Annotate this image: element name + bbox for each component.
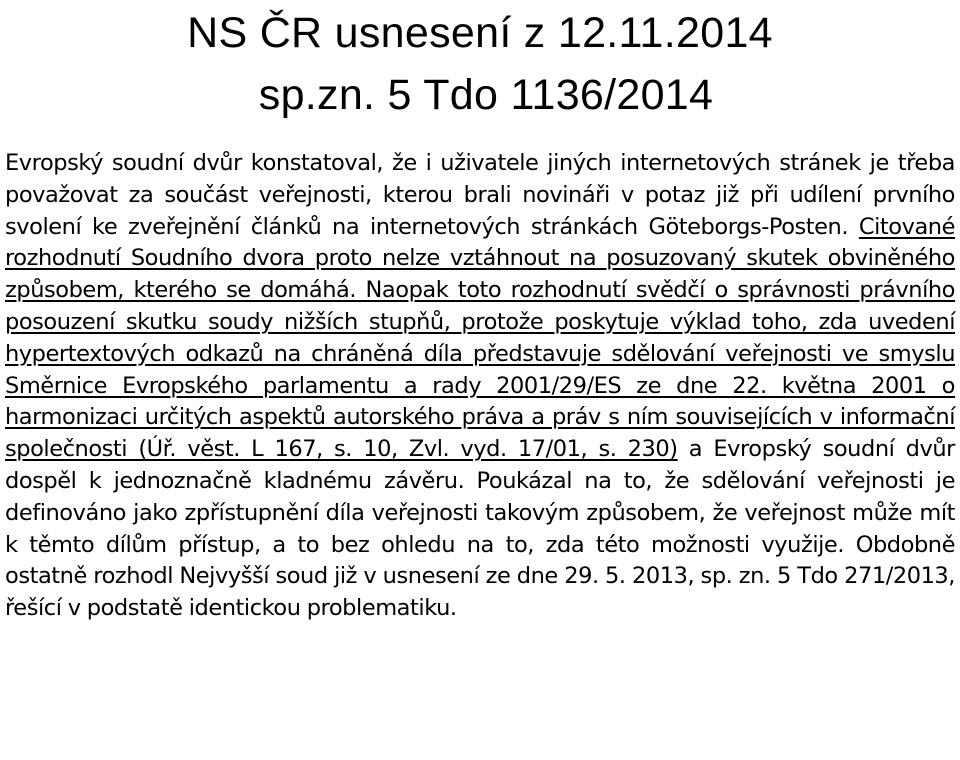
title-line-2: sp.zn. 5 Tdo 1136/2014 (258, 71, 714, 119)
body-text-intro: Evropský soudní dvůr konstatoval, že i uživatele jiných internetových stránek je třeba považovat za součást veřejnosti, kterou brali novináři v potaz již při udílení prvního svolení ke zveřejnění článků na internetových stránkách Göteborgs-Posten. (5, 150, 955, 240)
body-text-conclusion: a Evropský soudní dvůr dospěl k jednoznačně kladnému závěru. Poukázal na to, že sdělování veřejnosti je definováno jako zpřístupnění díla veřejnosti takovým způsobem, že veřejnost může mít k těmto dílům přístup, a to bez ohledu na to, zda této možnosti využije. Obdobně ostatně rozhodl Nejvyšší soud již v usnesení ze dne 29. 5. 2013, sp. zn. 5 Tdo 271/2013, řešící v podstatě identickou problematiku. (5, 436, 955, 622)
title-line-1: NS ČR usnesení z 12.11.2014 (187, 9, 773, 57)
slide-body-text (5, 148, 955, 625)
body-text-underlined-quote: Citované rozhodnutí Soudního dvora proto nelze vztáhnout na posuzovaný skutek obviněného způsobem, kterého se domáhá. Naopak toto rozhodnutí svědčí o správnosti právního posouzení skutku soudy nižších stupňů, protože poskytuje výklad toho, zda uvedení hypertextových odkazů na chráněná díla představuje sdělování veřejnosti ve smyslu Směrnice Evropského parlamentu a rady 2001/29/ES ze dne 22. května 2001 o harmonizaci určitých aspektů autorského práva a práv s ním souvisejících v informační společnosti (Úř. věst. L 167, s. 10, Zvl. vyd. 17/01, s. 230) (5, 213, 955, 463)
slide-title (0, 0, 960, 126)
